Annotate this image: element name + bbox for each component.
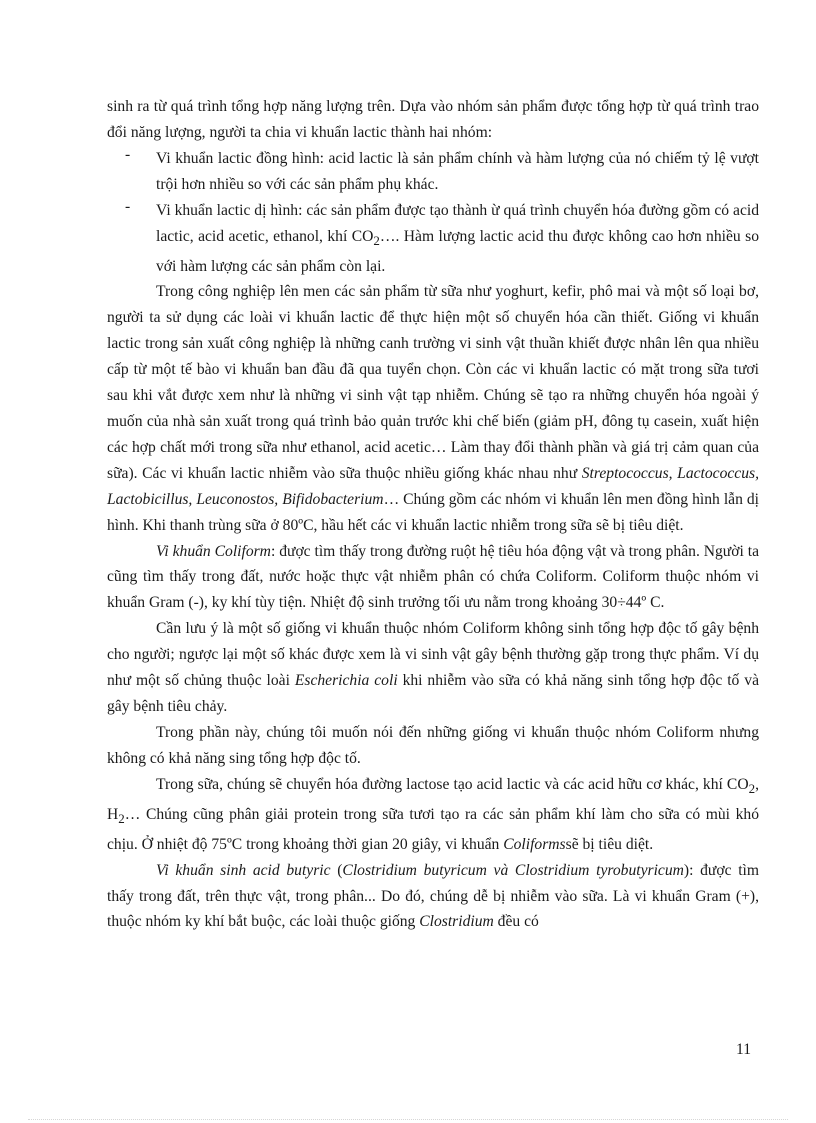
bullet-item-homofermentative (107, 146, 759, 198)
page-bottom-border (28, 1119, 788, 1120)
paragraph-coliform: Vi khuẩn Coliform: được tìm thấy trong đường ruột hệ tiêu hóa động vật và trong phân. Người ta cũng tìm thấy trong đất, nước hoặc thực vật nhiễm phân có chứa Coliform. Coliform thuộc nhóm vi khuẩn Gram (-), ky khí tùy tiện. Nhiệt độ sinh trưởng tối ưu nằm trong khoảng 30÷44º C. (107, 542, 759, 612)
bullet-text: Vi khuẩn lactic dị hình: các sản phẩm được tạo thành ừ quá trình chuyển hóa đường gồm có acid lactic, acid acetic, ethanol, khí $CO_2\dots$. Hàm lượng lactic acid thu được không cao hơn nhiều so với hàm lượng các sản phẩm còn lại. (156, 201, 759, 275)
paragraph-coliform-milk: Trong sữa, chúng sẽ chuyển hóa đường lactose tạo acid lactic và các acid hữu cơ khác, khí $CO_2$, $H_2\dots$ Chúng cũng phân giải protein trong sữa tươi tạo ra các sản phẩm khí làm cho sữa có mùi khó chịu. Ở nhiệt độ 75ºC trong khoảng thời gian 20 giây, vi khuẩn Coliformssẽ bị tiêu diệt. (107, 775, 759, 853)
bullet-dash: - (125, 197, 131, 215)
species-list: Streptococcus, Lactococcus, Lactobicillus, Leuconostos, Bifidobacterium (107, 464, 759, 508)
section-term-coliform: Vi khuẩn Coliform (156, 542, 271, 560)
species-ecoli: Escherichia coli (294, 672, 398, 690)
bullet-item-heterofermentative (107, 198, 759, 280)
bullet-text: Vi khuẩn lactic đồng hình: acid lactic là sản phẩm chính và hàm lượng của nó chiếm tỷ lệ vượt trội hơn nhiều so với các sản phẩm phụ khác. (156, 149, 759, 193)
paragraph-intro: sinh ra từ quá trình tổng hợp năng lượng trên. Dựa vào nhóm sản phẩm được tổng hợp từ quá trình trao đổi năng lượng, người ta chia vi khuẩn lactic thành hai nhóm: (107, 98, 759, 141)
bullet-dash: - (125, 145, 131, 163)
document-body (107, 94, 759, 935)
paragraph-coliform-toxin: Cần lưu ý là một số giống vi khuẩn thuộc nhóm Coliform không sinh tổng hợp độc tố gây bệnh cho người; ngược lại một số khác được xem là vi sinh vật gây bệnh thường gặp trong thực phẩm. Ví dụ như một số chủng thuộc loài Escherichia coli khi nhiễm vào sữa có khả năng sinh tổng hợp độc tố và gây bệnh tiêu chảy. (107, 620, 759, 715)
paragraph-butyric: Vi khuẩn sinh acid butyric (Clostridium butyricum và Clostridium tyrobutyricum): được tìm thấy trong đất, trên thực vật, trong phân... Do đó, chúng dễ bị nhiễm vào sữa. Là vi khuẩn Gram (+), thuộc nhóm ky khí bắt buộc, các loài thuộc giống Clostridium đều có (107, 861, 759, 931)
genus-clostridium: Clostridium (419, 913, 494, 931)
paragraph-lactic-industry: Trong công nghiệp lên men các sản phẩm từ sữa như yoghurt, kefir, phô mai và một số loại bơ, người ta sử dụng các loài vi khuẩn lactic để thực hiện một số chuyển hóa cần thiết. Giống vi khuẩn lactic trong sản xuất công nghiệp là những canh trường vi sinh vật thuần khiết được nhân lên qua nhiều cấp từ một tế bào vi khuẩn ban đầu đã qua tuyển chọn. Còn các vi khuẩn lactic có mặt trong sữa tươi sau khi vắt được xem như là những vi sinh vật tạp nhiễm. Chúng sẽ tạo ra những chuyển hóa ngoài ý muốn của nhà sản xuất trong quá trình bảo quản trước khi chế biến (giảm pH, đông tụ casein, xuất hiện các hợp chất mới trong sữa như ethanol, acid acetic… Làm thay đổi thành phần và giá trị cảm quan của sữa). Các vi khuẩn lactic nhiễm vào sữa thuộc nhiều giống khác nhau như Streptococcus, Lactococcus, Lactobicillus, Leuconostos, Bifidobacterium… Chúng gồm các nhóm vi khuẩn lên men đồng hình lẫn dị hình. Khi thanh trùng sữa ở 80ºC, hầu hết các vi khuẩn lactic nhiễm trong sữa sẽ bị tiêu diệt. (107, 283, 760, 534)
section-term-butyric: Vi khuẩn sinh acid butyric (156, 861, 331, 879)
species-clostridium-pair: Clostridium butyricum và Clostridium tyrobutyricum (342, 861, 684, 879)
page-number: 11 (736, 1041, 752, 1058)
paragraph-scope: Trong phần này, chúng tôi muốn nói đến những giống vi khuẩn thuộc nhóm Coliform nhưng không có khả năng sing tổng hợp độc tố. (107, 723, 759, 767)
term-coliforms: Coliforms (503, 835, 566, 853)
